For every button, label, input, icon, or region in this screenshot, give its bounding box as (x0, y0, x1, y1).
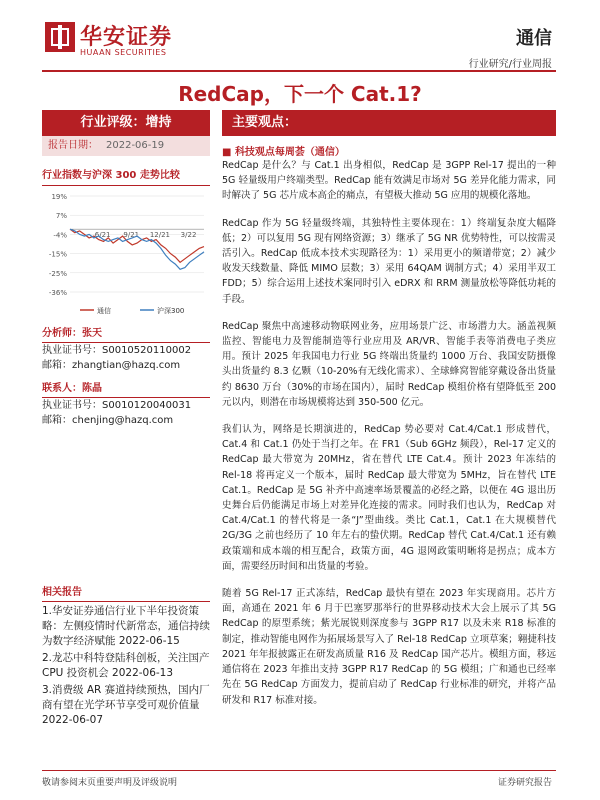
contact-name: 联系人：陈晶 (42, 379, 210, 398)
paragraph: RedCap 是什么？与 Cat.1 出身相似，RedCap 是 3GPP Rel-17 提出的一种 5G 轻量级用户终端类型。RedCap 能有效满足市场对 5G 差异化能力需求，同时解决了 5G 芯片成本高企的痛点，有望极大推动 5G 应用的规模化落地。 (222, 160, 556, 202)
legend-label: 通信 (97, 307, 111, 315)
left-sidebar (42, 110, 210, 428)
y-tick-label: -15% (48, 250, 67, 259)
report-type: 行业研究/行业周报 (468, 59, 552, 70)
x-tick-label: 6/21 (94, 231, 111, 240)
y-tick-label: -36% (48, 289, 67, 297)
contact-email[interactable]: 邮箱：chenjing@hazq.com (42, 415, 174, 426)
analyst-name: 分析师：张天 (42, 324, 210, 343)
logo-icon (45, 22, 75, 52)
date-label: 报告日期： (48, 140, 98, 151)
section-subheading: ■ 科技观点每周荟（通信） (222, 147, 345, 158)
date-value: 2022-06-19 (106, 140, 165, 151)
industry-rating: 行业评级：增持 (42, 110, 210, 136)
subheading-text: 科技观点每周荟（通信） (234, 147, 345, 158)
related-item[interactable]: 1.华安证券通信行业下半年投资策略：左侧疫情时代新常态，通信持续为数字经济赋能 2022-06-15 (42, 605, 210, 647)
contact-cert: 执业证书号：S0010120040031 (42, 400, 192, 411)
y-tick-label: 7% (55, 212, 67, 221)
related-item[interactable]: 2.龙芯中科特登陆科创板，关注国产 CPU 投资机会 2022-06-13 (42, 652, 210, 679)
footer-disclaimer[interactable]: 敬请参阅末页重要声明及评级说明 (42, 778, 178, 788)
y-tick-label: 19% (51, 193, 67, 201)
paragraph: RedCap 作为 5G 轻量级终端，其独特性主要体现在：1）终端复杂度大幅降低；2）可以复用 5G 现有网络资源；3）继承了 5G NR 优势特性，可以按需灵活引入。RedCap 低成本技术实现路径为：1）采用更小的频谱带宽；2）减少收发天线数量、降低 MIMO 层数；3）采用 64QAM 调制方式；4）采用半双工 FDD；5）综合运用上述技术案同时引入 eDRX 和 RRM 测量放松等降低功耗的手段。 (222, 217, 556, 305)
report-date (42, 136, 210, 156)
logo-english: HUAAN SECURITIES (80, 48, 167, 57)
main-points-header: 主要观点： (222, 110, 556, 136)
report-title: RedCap，下一个 Cat.1? (178, 82, 422, 106)
related-item[interactable]: 3.消费级 AR 赛道持续预热，国内厂商有望在光学环节享受可观价值量 2022-06-07 (42, 684, 210, 726)
chart-title: 行业指数与沪深 300 走势比较 (42, 166, 210, 186)
analyst-email[interactable]: 邮箱：zhangtian@hazq.com (42, 360, 181, 371)
related-reports (42, 577, 210, 728)
analyst-cert: 执业证书号：S0010520110002 (42, 345, 192, 356)
x-tick-label: 3/22 (180, 231, 197, 240)
logo-name: 华安证券 (80, 25, 173, 50)
footer-label: 证券研究报告 (497, 778, 552, 788)
footer-divider (42, 770, 556, 771)
y-tick-label: -25% (48, 269, 67, 278)
x-tick-label: 9/21 (123, 231, 140, 240)
x-tick-label: 12/21 (149, 231, 171, 240)
page-header (0, 0, 600, 72)
y-tick-label: -4% (53, 231, 67, 240)
main-content (222, 110, 556, 708)
header-divider (42, 70, 556, 72)
index-comparison-chart (42, 190, 210, 318)
sector-label: 通信 (516, 28, 552, 49)
legend-label: 沪深300 (157, 307, 185, 315)
related-title: 相关报告 (42, 583, 210, 602)
paragraph: 随着 5G Rel-17 正式冻结，RedCap 最快有望在 2023 年实现商用。芯片方面，高通在 2021 年 6 月于巴塞罗那举行的世界移动技术大会上展示了其 5G RedCap 的原型系统；紫光展锐则深度参与 3GPP R17 以及未来 R18 标准的制定，推动智能电网作为拓展场景写入了 Rel-18 RedCap 立项草案；翱捷科技 2021 年年报披露正在研发高质量 R16 及 RedCap 国产芯片。模组方面，移远通信将在 2023 年推出支持 3GPP R17 RedCap 的 5G 模组；广和通也已经率先在 5G RedCap 方面发力，提前启动了 RedCap 行业标准的研究，并将产品研发和 R17 标准对接。 (222, 588, 556, 706)
paragraph: RedCap 聚焦中高速移动物联网业务，应用场景广泛、市场潜力大。涵盖视频监控、智能电力及智能制造等行业应用及 AR/VR、智能手表等消费电子类应用。预计 2025 年我国电力行业 5G 终端出货量约 1000 万台、我国安防摄像头出货量约 8.3 亿颗（10-20%有无线化需求）、全球蜂窝智能穿戴设备出货量约 8630 万台（30%的市场在国内），届时 RedCap 模组价格有望降低至 200 元以内，则潜在市场规模将达到 350-500 亿元。 (222, 320, 556, 408)
paragraph: 我们认为，网络是长期演进的，RedCap 势必要对 Cat.4/Cat.1 形成替代，Cat.4 和 Cat.1 仍处于当打之年。在 FR1（Sub 6GHz 频段），Rel-17 定义的 RedCap 最大带宽为 20MHz，省在替代 LTE Cat.4。预计 2023 年冻结的 Rel-18 将再定义一个版本，届时 RedCap 最大带宽为 5MHz，旨在替代 LTE Cat.1。RedCap 是 5G 补齐中高速率场景覆盖的必经之路，以便在 4G 退出历史舞台后仍能满足市场上对差异化连接的需求。同时我们也认为，RedCap 对 Cat.4/Cat.1 的替代将是一条“J”型曲线。类比 Cat.1，Cat.1 在大规模替代 2G/3G 之前也经历了 10 年左右的蛰伏期。RedCap 替代 Cat.4/Cat.1 还有赖政策端和成本端的相互配合，政策方面，4G 退网政策明晰将是拐点；成本方面，需要经历时间和出货量的考验。 (222, 424, 556, 572)
